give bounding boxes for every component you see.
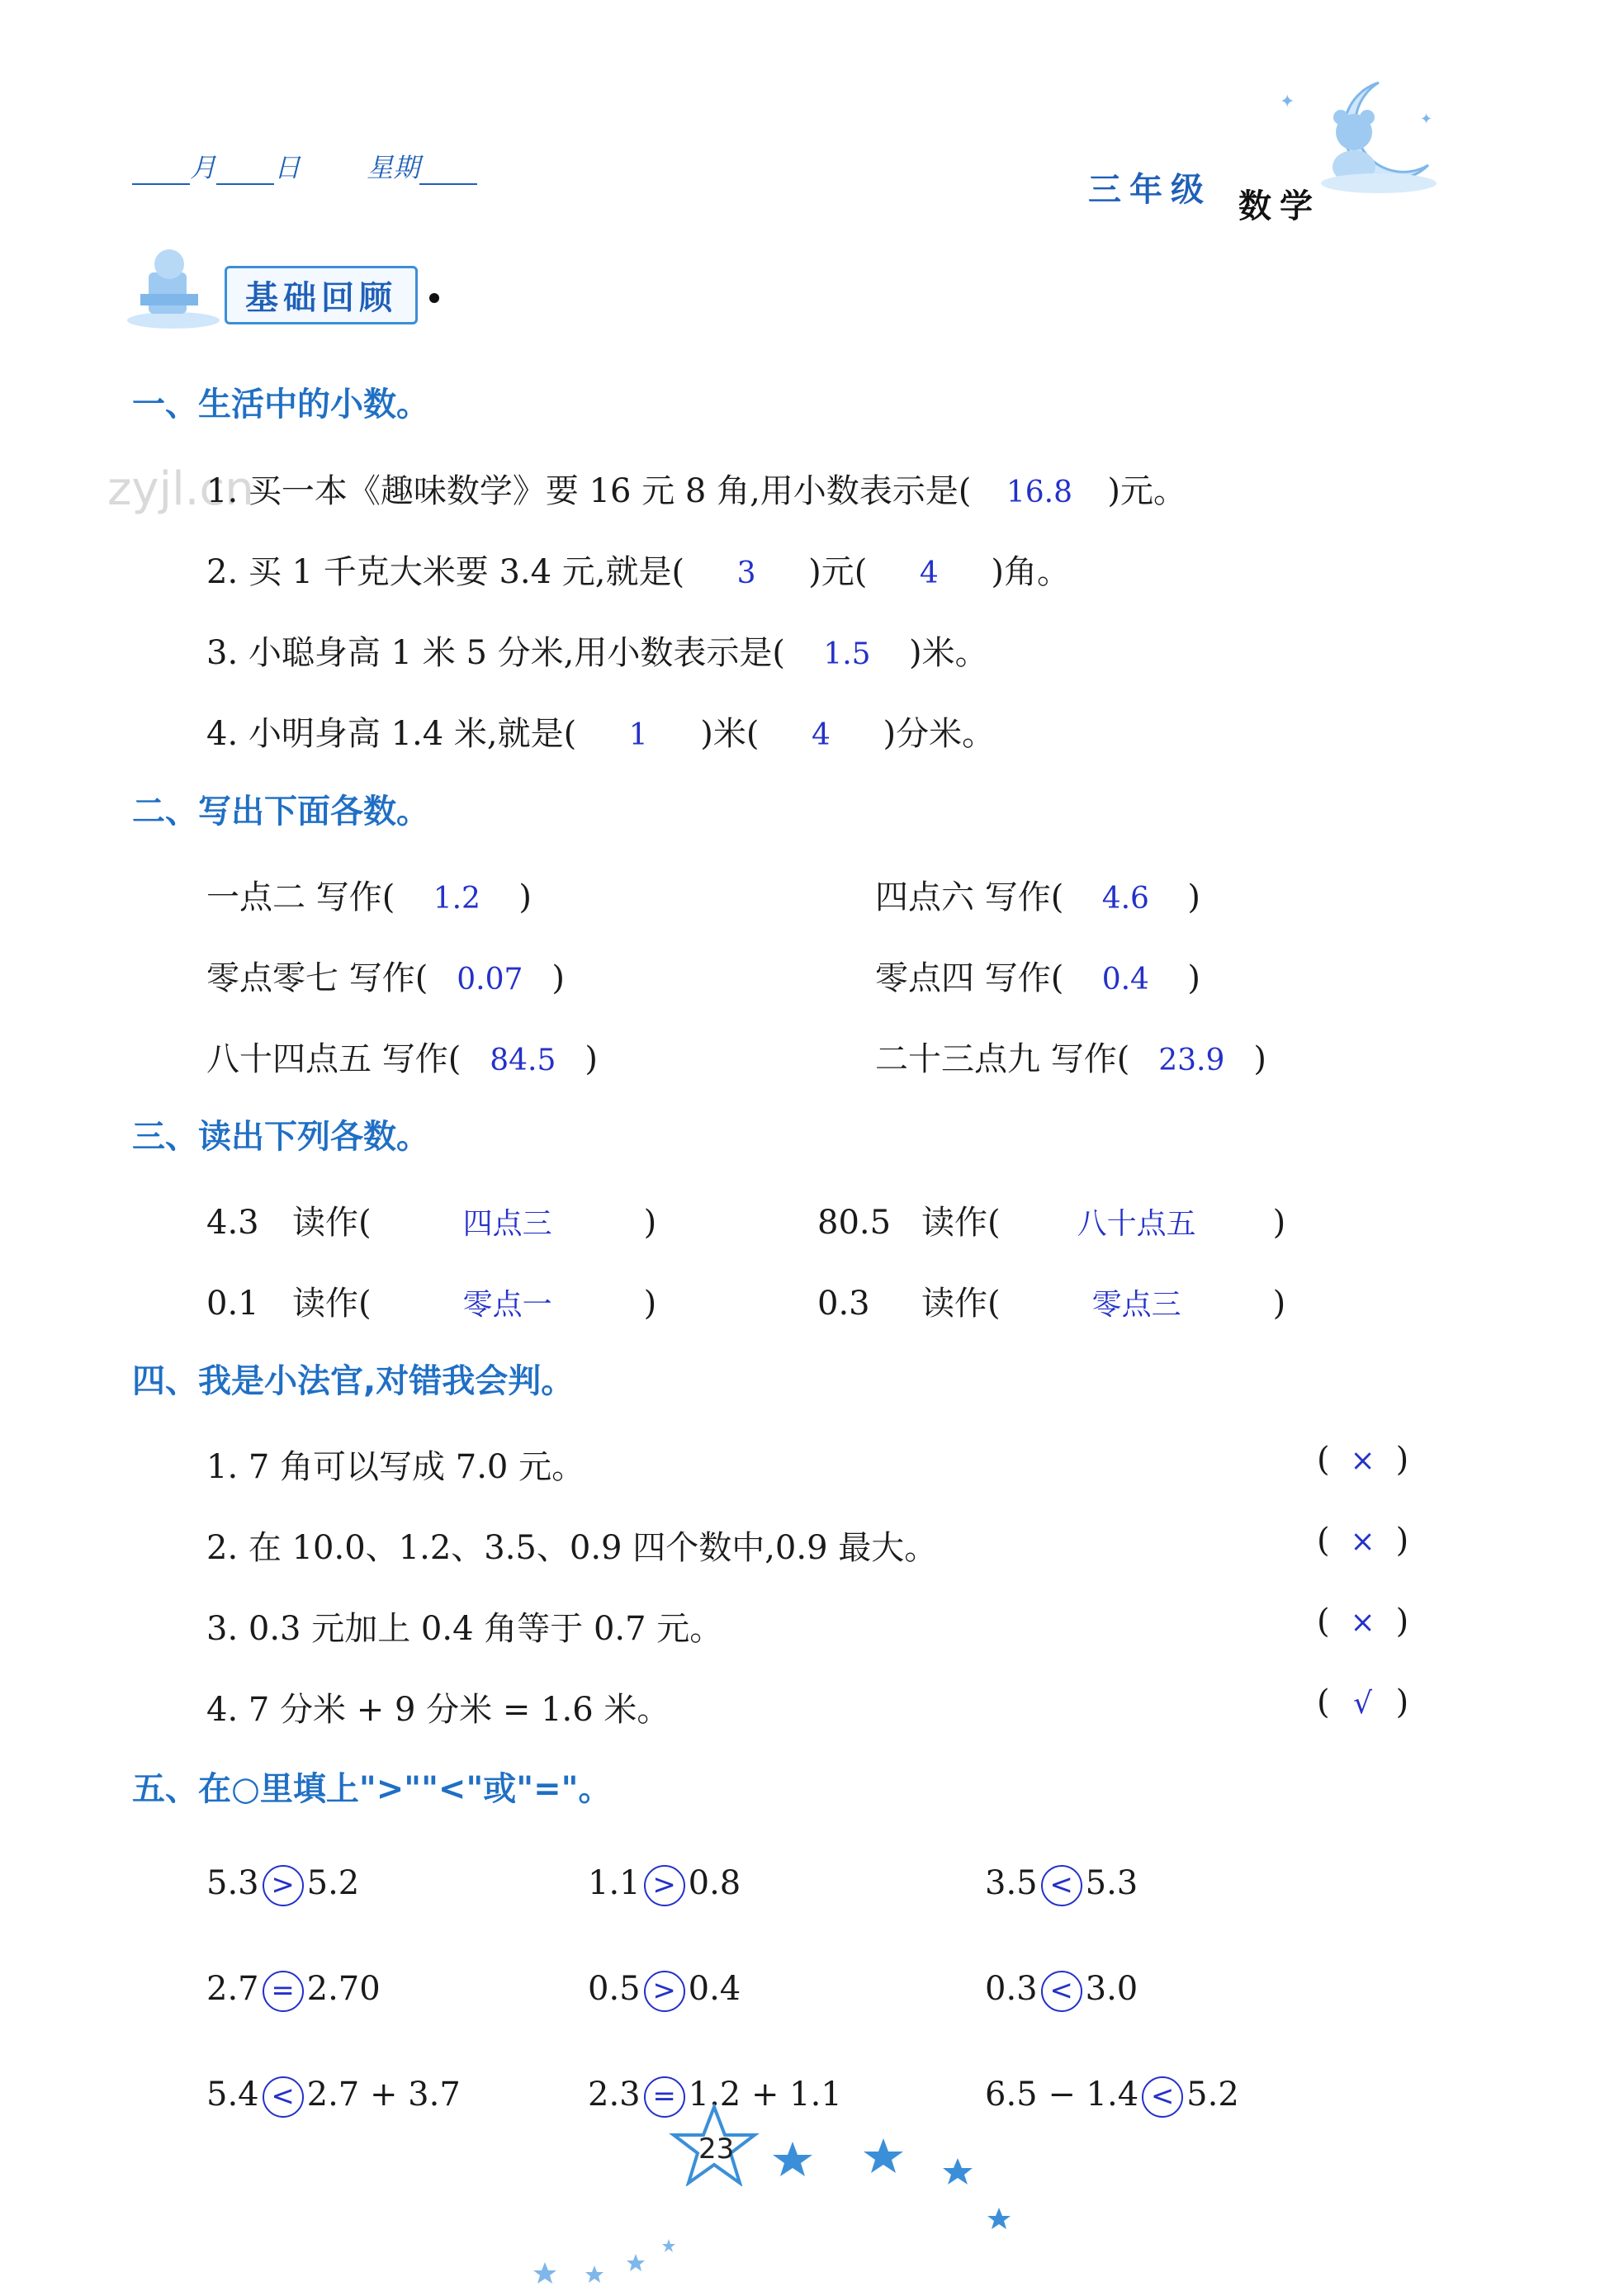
s2-item-6-close: ) [1253, 1040, 1266, 1078]
s4-item-1-close: ) [1395, 1441, 1409, 1479]
s1-item-3-text: 3. 小聪身高 1 米 5 分米,用小数表示是( [206, 634, 785, 672]
svg-text:✦: ✦ [1280, 92, 1295, 112]
s5-item-1-circle[interactable]: > [263, 1865, 304, 1906]
s3-item-4-number: 0.3 [817, 1285, 870, 1323]
s1-item-2-post: )角。 [991, 553, 1070, 591]
s3-item-3-number: 0.1 [206, 1285, 259, 1323]
s3-item-4-close: ) [1272, 1285, 1286, 1323]
subject-label: 数学 [1238, 187, 1321, 225]
s2-item-5 [206, 1033, 598, 1080]
s2-item-3-answer[interactable]: 0.07 [457, 963, 523, 997]
s5-item-3-left: 3.5 [985, 1864, 1038, 1902]
s4-item-3-close: ) [1395, 1602, 1409, 1640]
s3-item-1-answer[interactable]: 四点三 [462, 1207, 552, 1241]
s2-item-6 [875, 1033, 1266, 1080]
s2-item-5-text: 八十四点五 写作( [206, 1040, 462, 1078]
s5-item-7-left: 5.4 [206, 2076, 259, 2114]
s1-item-2-answer-2[interactable]: 4 [919, 556, 939, 590]
s2-item-2-answer[interactable]: 4.6 [1101, 882, 1149, 916]
s2-item-6-text: 二十三点九 写作( [875, 1040, 1130, 1078]
s4-item-2-judge [1317, 1522, 1408, 1560]
s3-item-4 [817, 1277, 1285, 1324]
s3-item-3 [206, 1277, 656, 1324]
s2-item-1-answer[interactable]: 1.2 [433, 882, 480, 916]
s5-item-6-circle[interactable]: < [1041, 1971, 1082, 2012]
s5-item-7 [206, 2076, 461, 2118]
s3-item-2-answer[interactable]: 八十点五 [1077, 1207, 1196, 1241]
s3-item-4-label: 读作( [921, 1285, 1001, 1323]
month-label: 月 [190, 152, 217, 183]
s4-item-2-open: ( [1317, 1522, 1330, 1560]
s3-item-1 [206, 1196, 656, 1243]
s3-item-1-number: 4.3 [206, 1204, 259, 1242]
s4-item-2-close: ) [1395, 1522, 1409, 1560]
s4-item-2-answer[interactable]: × [1350, 1525, 1375, 1559]
s5-item-1-left: 5.3 [206, 1864, 259, 1902]
s1-item-2-text: 2. 买 1 千克大米要 3.4 元,就是( [206, 553, 685, 591]
grade-label: 三年级 [1088, 171, 1212, 209]
s2-item-3-close: ) [551, 959, 565, 997]
s2-item-1 [206, 871, 532, 918]
s5-item-9-circle[interactable]: < [1142, 2076, 1183, 2118]
s4-item-3-answer[interactable]: × [1350, 1606, 1375, 1640]
section-5-title: 五、在○里填上">""<"或"="。 [132, 1770, 612, 1808]
s1-item-1-text: 1. 买一本《趣味数学》要 16 元 8 角,用小数表示是( [206, 472, 972, 510]
s3-item-2 [817, 1196, 1285, 1243]
banner-title: 基础回顾 [245, 279, 397, 317]
s2-item-1-close: ) [518, 878, 532, 916]
s1-item-3-answer[interactable]: 1.5 [823, 637, 871, 671]
s5-item-6-left: 0.3 [985, 1970, 1038, 2008]
s5-item-6 [985, 1970, 1138, 2012]
s5-item-8-left: 2.3 [588, 2076, 641, 2114]
s3-item-3-close: ) [643, 1285, 657, 1323]
s2-item-5-close: ) [585, 1040, 598, 1078]
s4-item-1-judge [1317, 1441, 1408, 1479]
s5-item-1 [206, 1864, 359, 1906]
s5-item-4-circle[interactable]: = [263, 1971, 304, 2012]
weekday-blank[interactable] [419, 159, 477, 185]
section-1-title: 一、生活中的小数。 [132, 386, 429, 424]
s5-item-4-left: 2.7 [206, 1970, 259, 2008]
s2-item-3-text: 零点零七 写作( [206, 959, 428, 997]
s5-item-2-left: 1.1 [588, 1864, 641, 1902]
s5-item-4 [206, 1970, 381, 2012]
section-banner [225, 266, 418, 324]
s5-item-8-circle[interactable]: = [644, 2076, 685, 2118]
date-line [132, 147, 477, 185]
s5-item-5 [588, 1970, 741, 2012]
s2-item-2-text: 四点六 写作( [875, 878, 1064, 916]
s1-item-1-answer[interactable]: 16.8 [1006, 476, 1072, 509]
s1-item-4 [206, 708, 995, 755]
s1-item-4-mid: )米( [700, 715, 760, 753]
month-blank[interactable] [132, 159, 190, 185]
s5-item-5-left: 0.5 [588, 1970, 641, 2008]
s5-item-2-circle[interactable]: > [644, 1865, 685, 1906]
s5-item-9-left: 6.5 − 1.4 [985, 2076, 1139, 2114]
s4-item-3: 3. 0.3 元加上 0.4 角等于 0.7 元。 [206, 1610, 723, 1648]
s3-item-4-answer[interactable]: 零点三 [1091, 1288, 1181, 1322]
s4-item-4-judge [1317, 1683, 1408, 1721]
s5-item-7-right: 2.7 + 3.7 [306, 2076, 461, 2114]
s1-item-4-text: 4. 小明身高 1.4 米,就是( [206, 715, 577, 753]
s5-item-2 [588, 1864, 741, 1906]
s5-item-8-right: 1.2 + 1.1 [688, 2076, 842, 2114]
s3-item-2-number: 80.5 [817, 1204, 892, 1242]
s5-item-5-circle[interactable]: > [644, 1971, 685, 2012]
banner-dot [429, 293, 439, 303]
s5-item-6-right: 3.0 [1085, 1970, 1138, 2008]
s5-item-9-right: 5.2 [1186, 2076, 1239, 2114]
s1-item-4-answer-1[interactable]: 1 [628, 718, 648, 752]
s1-item-2-mid: )元( [808, 553, 868, 591]
section-2-title: 二、写出下面各数。 [132, 793, 429, 831]
s5-item-7-circle[interactable]: < [263, 2076, 304, 2118]
s1-item-2 [206, 546, 1070, 593]
s1-item-4-answer-2[interactable]: 4 [812, 718, 831, 752]
s1-item-1-post: )元。 [1107, 472, 1187, 510]
s1-item-3-post: )米。 [908, 634, 988, 672]
s2-item-2-close: ) [1187, 878, 1200, 916]
s2-item-4-answer[interactable]: 0.4 [1101, 963, 1149, 997]
moon-bear-icon [1255, 74, 1445, 198]
s4-item-4: 4. 7 分米 + 9 分米 = 1.6 米。 [206, 1691, 670, 1729]
page-number: 23 [698, 2133, 735, 2166]
star-trail-icon [512, 2130, 1024, 2287]
s2-item-4-close: ) [1187, 959, 1200, 997]
s3-item-2-label: 读作( [921, 1204, 1001, 1242]
day-blank[interactable] [216, 159, 274, 185]
day-label: 日 [274, 152, 301, 183]
s5-item-2-right: 0.8 [688, 1864, 741, 1902]
s5-item-5-right: 0.4 [688, 1970, 741, 2008]
s1-item-3 [206, 627, 988, 674]
s4-item-1-answer[interactable]: × [1350, 1444, 1375, 1478]
section-4-title: 四、我是小法官,对错我会判。 [132, 1362, 575, 1400]
s5-item-3-right: 5.3 [1085, 1864, 1138, 1902]
s1-item-4-post: )分米。 [883, 715, 996, 753]
s4-item-4-open: ( [1317, 1683, 1330, 1721]
s4-item-4-close: ) [1395, 1683, 1409, 1721]
s4-item-4-answer[interactable]: √ [1353, 1687, 1373, 1721]
s5-item-3 [985, 1864, 1138, 1906]
s3-item-1-close: ) [643, 1204, 657, 1242]
s1-item-2-answer-1[interactable]: 3 [736, 556, 756, 590]
section-3-title: 三、读出下列各数。 [132, 1118, 429, 1156]
weekday-label: 星期 [367, 152, 420, 183]
s4-item-2: 2. 在 10.0、1.2、3.5、0.9 四个数中,0.9 最大。 [206, 1529, 938, 1567]
watermark: zyjl.cn [107, 462, 254, 516]
s2-item-6-answer[interactable]: 23.9 [1158, 1044, 1225, 1077]
s4-item-3-judge [1317, 1602, 1408, 1640]
s3-item-3-answer[interactable]: 零点一 [462, 1288, 552, 1322]
reading-child-icon [124, 239, 223, 330]
s2-item-4 [875, 952, 1200, 999]
s5-item-1-right: 5.2 [306, 1864, 360, 1902]
s5-item-9 [985, 2076, 1239, 2118]
s5-item-3-circle[interactable]: < [1041, 1865, 1082, 1906]
s2-item-5-answer[interactable]: 84.5 [490, 1044, 556, 1077]
s2-item-1-text: 一点二 写作( [206, 878, 395, 916]
s3-item-1-label: 读作( [292, 1204, 372, 1242]
s2-item-4-text: 零点四 写作( [875, 959, 1064, 997]
s4-item-1: 1. 7 角可以写成 7.0 元。 [206, 1448, 585, 1486]
s1-item-1 [206, 465, 1186, 512]
s2-item-3 [206, 952, 565, 999]
s3-item-3-label: 读作( [292, 1285, 372, 1323]
s3-item-2-close: ) [1272, 1204, 1286, 1242]
s4-item-1-open: ( [1317, 1441, 1330, 1479]
svg-text:✦: ✦ [1420, 111, 1433, 128]
s4-item-3-open: ( [1317, 1602, 1330, 1640]
s2-item-2 [875, 871, 1200, 918]
s5-item-4-right: 2.70 [306, 1970, 381, 2008]
